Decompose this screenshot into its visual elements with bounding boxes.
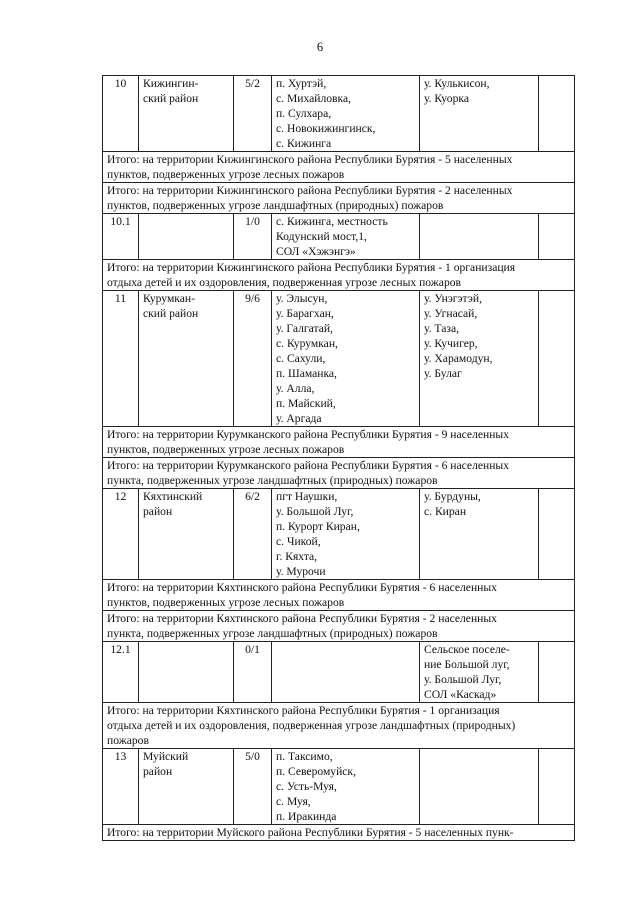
settlement-item: пгт Наушки, [276,490,338,503]
urochishcha-cell [420,642,539,703]
row-number-cell [103,642,139,703]
summary-row [103,260,575,291]
settlement-item: п. Северомуйск, [276,765,356,778]
settlement-count: 5/2 [245,77,260,90]
summary-cell [103,260,575,291]
summary-line: Итого: на территории Кижингинского района Республики Бурятия - 2 населенных [107,184,513,197]
urochishche-item: СОЛ «Каскад» [424,688,497,701]
summary-row [103,152,575,183]
settlement-item: п. Курорт Киран, [276,520,360,533]
settlement-item: с. Курумкан, [276,337,338,350]
urochishche-item: у. Кучигер, [424,337,478,350]
district-name-cell [139,642,234,703]
summary-cell [103,825,575,841]
count-cell [234,642,272,703]
empty-cell [539,749,575,825]
summary-line: пунктов, подверженных угрозе лесных пожаров [107,443,345,456]
summary-cell [103,458,575,489]
urochishche-item: с. Киран [424,505,467,518]
settlement-item: у. Аргада [276,412,322,425]
urochishche-item: ние Большой луг, [424,658,510,671]
row-number: 10.1 [110,215,131,228]
settlement-item: с. Усть-Муя, [276,780,337,793]
settlement-item: у. Алла, [276,382,315,395]
district-name-line: Курумкан- [143,292,195,305]
settlement-item: п. Хуртэй, [276,77,327,90]
summary-row [103,703,575,749]
summary-line: пунктов, подверженных угрозе лесных пожаров [107,168,345,181]
summary-line: пунктов, подверженных угрозе лесных пожаров [107,596,345,609]
urochishcha-cell [420,489,539,580]
row-number-cell [103,749,139,825]
summary-line: пункта, подверженных угрозе ландшафтных (природных) пожаров [107,474,438,487]
summary-row [103,825,575,841]
settlements-cell [272,749,420,825]
urochishcha-cell [420,749,539,825]
page-number: 6 [316,40,324,54]
row-number: 12 [114,490,127,503]
summary-line: Итого: на территории Кяхтинского района Республики Бурятия - 2 населенных [107,612,497,625]
count-cell [234,749,272,825]
urochishche-item: у. Унэгэтэй, [424,292,482,305]
summary-line: отдыха детей и их оздоровления, подверженная угрозе лесных пожаров [107,276,462,289]
empty-cell [539,642,575,703]
district-name-cell [139,749,234,825]
summary-line: Итого: на территории Курумканского района Республики Бурятия - 9 населенных [107,428,509,441]
summary-cell [103,152,575,183]
count-cell [234,214,272,260]
district-name-cell [139,214,234,260]
district-name-cell [139,291,234,427]
count-cell [234,76,272,152]
district-name-line: район [143,505,173,518]
settlement-item: у. Галгатай, [276,322,333,335]
settlements-cell [272,489,420,580]
district-name-line: ский район [143,92,199,105]
summary-line: отдыха детей и их оздоровления, подверженная угрозе ландшафтных (природных) [107,719,516,732]
summary-line: пожаров [107,734,149,747]
settlement-item: с. Михайловка, [276,92,352,105]
district-row [103,749,575,825]
urochishche-item: у. Бурдуны, [424,490,481,503]
settlement-item: г. Кяхта, [276,550,318,563]
settlement-item: п. Сулхара, [276,107,332,120]
settlement-item: с. Чикой, [276,535,321,548]
settlement-item: п. Таксимо, [276,750,333,763]
settlement-count: 5/0 [245,750,260,763]
settlement-item: у. Барагхан, [276,307,334,320]
urochishche-item: у. Булаг [424,367,462,380]
summary-row [103,611,575,642]
district-row [103,214,575,260]
summary-line: Итого: на территории Кижингинского района Республики Бурятия - 5 населенных [107,153,513,166]
settlement-count: 9/6 [245,292,260,305]
settlements-cell [272,76,420,152]
urochishche-item: у. Харамодун, [424,352,493,365]
settlement-item: с. Сахули, [276,352,326,365]
empty-cell [539,291,575,427]
summary-line: Итого: на территории Курумканского района Республики Бурятия - 6 населенных [107,459,509,472]
summary-cell [103,580,575,611]
settlement-item: СОЛ «Хэжэнгэ» [276,245,356,258]
district-name-line: Кижингин- [143,77,199,90]
settlement-item: п. Майский, [276,397,336,410]
count-cell [234,489,272,580]
urochishcha-cell [420,76,539,152]
settlements-cell [272,214,420,260]
district-name-cell [139,76,234,152]
summary-line: Итого: на территории Кижингинского района Республики Бурятия - 1 организация [107,261,516,274]
district-name-line: Муйский [143,750,189,763]
summary-cell [103,611,575,642]
settlement-item: у. Большой Луг, [276,505,354,518]
settlements-cell [272,642,420,703]
summary-row [103,458,575,489]
urochishche-item: у. Большой Луг, [424,673,502,686]
settlements-cell [272,291,420,427]
district-name-line: ский район [143,307,199,320]
summary-line: Итого: на территории Кяхтинского района Республики Бурятия - 6 населенных [107,581,497,594]
district-name-line: Кяхтинский [143,490,203,503]
urochishcha-cell [420,291,539,427]
row-number: 10 [114,77,127,90]
row-number-cell [103,291,139,427]
summary-cell [103,183,575,214]
urochishche-item: Сельское поселе- [424,643,510,656]
district-row [103,489,575,580]
urochishche-item: у. Куорка [424,92,469,105]
settlement-count: 6/2 [245,490,260,503]
settlement-item: с. Кижинга, местность [276,215,388,228]
settlement-item: у. Мурочи [276,565,326,578]
district-row [103,642,575,703]
district-name-cell [139,489,234,580]
settlement-count: 1/0 [245,215,260,228]
settlement-count: 0/1 [245,643,260,656]
row-number: 13 [114,750,127,763]
count-cell [234,291,272,427]
summary-line: Итого: на территории Муйского района Республики Бурятия - 5 населенных пунк- [107,826,514,839]
settlement-item: с. Кижинга [276,137,332,150]
empty-cell [539,489,575,580]
settlement-item: с. Муя, [276,795,311,808]
settlement-item: п. Шаманка, [276,367,337,380]
summary-cell [103,427,575,458]
summary-row [103,183,575,214]
urochishche-item: у. Кулькисон, [424,77,490,90]
settlement-item: у. Элысун, [276,292,328,305]
district-row [103,291,575,427]
districts-table [102,75,575,841]
row-number-cell [103,489,139,580]
urochishcha-cell [420,214,539,260]
row-number-cell [103,214,139,260]
settlement-item: п. Иракинда [276,810,337,823]
district-row [103,76,575,152]
summary-row [103,580,575,611]
summary-line: пунктов, подверженных угрозе ландшафтных (природных) пожаров [107,199,444,212]
urochishche-item: у. Таза, [424,322,459,335]
row-number: 11 [114,292,127,305]
settlement-item: Кодунский мост,1, [276,230,367,243]
empty-cell [539,76,575,152]
empty-cell [539,214,575,260]
summary-line: пункта, подверженных угрозе ландшафтных (природных) пожаров [107,627,438,640]
district-name-line: район [143,765,173,778]
urochishche-item: у. Угнасай, [424,307,478,320]
row-number: 12.1 [110,643,131,656]
summary-line: Итого: на территории Кяхтинского района Республики Бурятия - 1 организация [107,704,500,717]
settlement-item: с. Новокижингинск, [276,122,376,135]
row-number-cell [103,76,139,152]
summary-cell [103,703,575,749]
summary-row [103,427,575,458]
